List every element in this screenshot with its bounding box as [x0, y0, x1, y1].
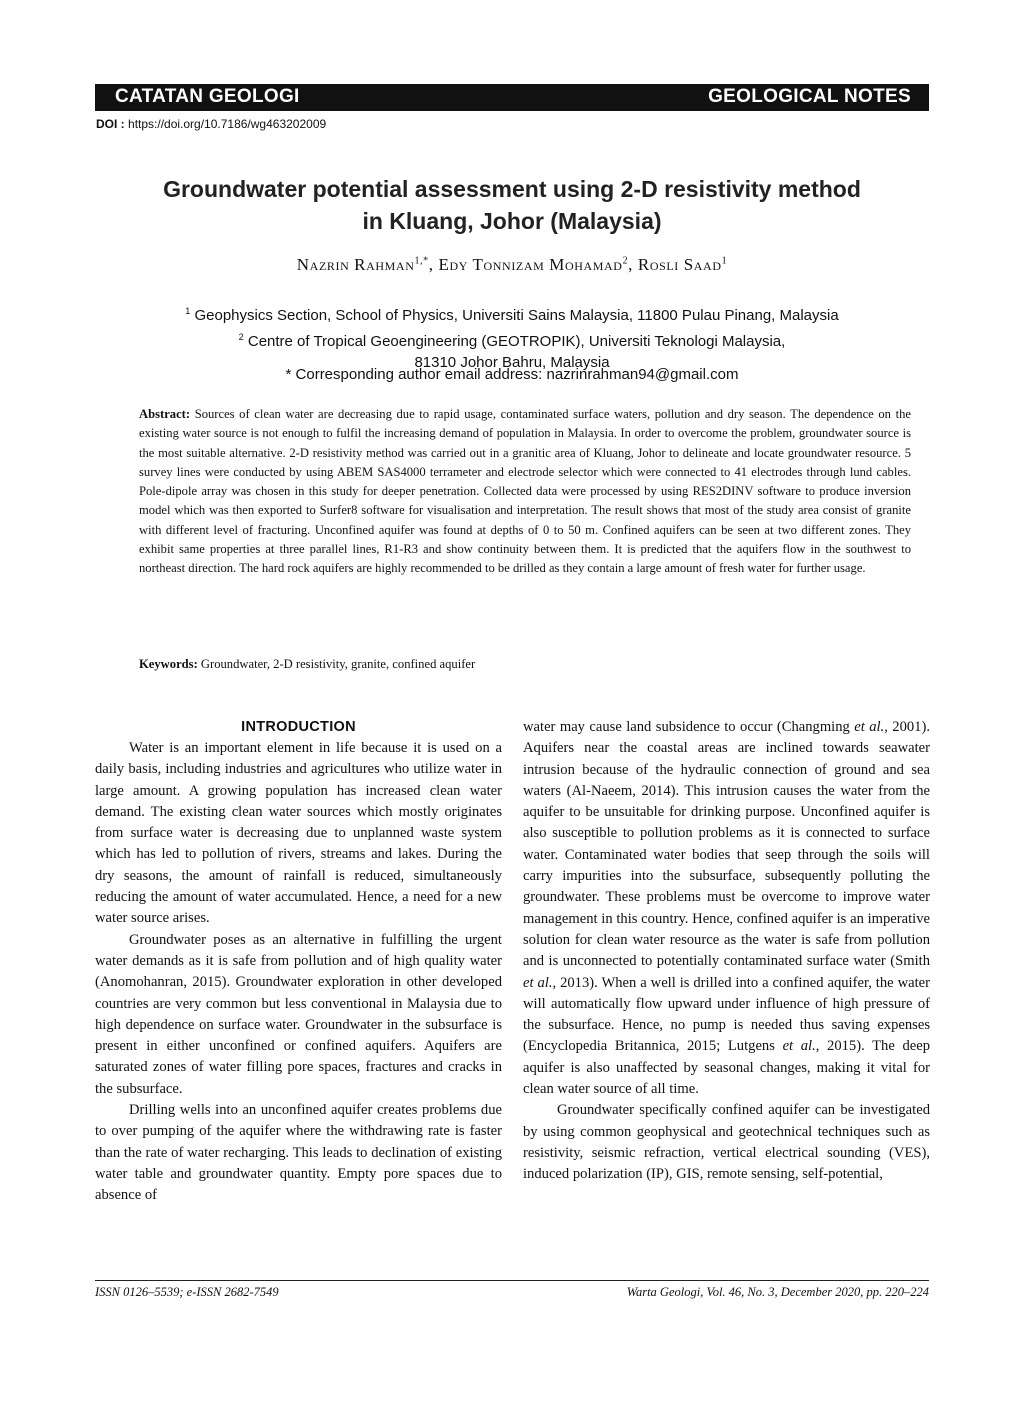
- body-column-right: [523, 717, 930, 1186]
- paragraph: Groundwater poses as an alternative in fulfilling the urgent water demands as it is safe from pollution and of high quality water (Anomohanran, 2015). Groundwater exploration in other developed countries are very common but less conventional in Malaysia due to high dependence on surface water. Groundwater in the subsurface is present in either unconfined or confined aquifers. Aquifers are saturated zones of water filling pore spaces, fractures and cracks in the subsurface.: [95, 931, 502, 1097]
- affiliation-text: Geophysics Section, School of Physics, Universiti Sains Malaysia, 11800 Pulau Pinang, Malaysia: [194, 307, 839, 324]
- author-list: [80, 255, 944, 275]
- author-affiliation-marker: 1,*: [414, 255, 429, 267]
- author-separator: ,: [428, 255, 439, 274]
- affiliation-marker: 1: [185, 306, 191, 316]
- author-separator: ,: [628, 255, 638, 274]
- keywords-label: Keywords:: [139, 657, 198, 671]
- author-name: Edy Tonnizam Mohamad: [438, 255, 623, 274]
- affiliation-text: Centre of Tropical Geoengineering (GEOTROPIK), Universiti Teknologi Malaysia,: [247, 332, 786, 350]
- doi-link[interactable]: https://doi.org/10.7186/wg463202009: [128, 117, 327, 131]
- doi-line: [96, 117, 326, 131]
- affiliations: [80, 301, 944, 374]
- affiliation-2: [80, 327, 944, 353]
- paragraph: [523, 717, 930, 1100]
- abstract-label: Abstract:: [139, 407, 191, 421]
- journal-banner: [95, 84, 929, 111]
- footer-divider: [95, 1280, 929, 1281]
- text-run: , 2001). Aquifers near the coastal areas are inclined towards seawater intrusion because of the hydraulic connection of ground and sea waters (Al-Naeem, 2014). This intrusion causes the water from the aquifer to be unsuitable for drinking purpose. Unconfined aquifer is also susceptible to pollution problems as it is connected to surface water. Contaminated water bodies that seep through the soils will carry impurities into the subsurface, subsequently polluting the groundwater. These problems must be overcome to improve water management in this country. Hence, confined aquifer is an imperative solution for clean water resource as the water is safe from pollution and is unconnected to potentially contaminated surface water (Smith: [523, 719, 930, 970]
- affiliation-1: [80, 301, 944, 327]
- paragraph: Drilling wells into an unconfined aquifer creates problems due to over pumping of the aquifer where the withdrawing rate is faster than the rate of water recharging. This leads to declination of existing water table and groundwater quantity. Empty pore spaces due to absence of: [95, 1102, 502, 1204]
- footer-citation: Warta Geologi, Vol. 46, No. 3, December 2020, pp. 220–224: [626, 1285, 929, 1299]
- corresponding-author-email: * Corresponding author email address: nazrinrahman94@gmail.com: [285, 366, 739, 383]
- section-heading-introduction: INTRODUCTION: [241, 719, 356, 735]
- text-run: water may cause land subsidence to occur (Changming: [523, 719, 855, 735]
- affiliation-2-line-2: 81310 Johor Bahru, Malaysia: [414, 354, 610, 371]
- author-affiliation-marker: 1: [721, 255, 728, 267]
- citation-et-al: et al.: [523, 974, 553, 991]
- paragraph: Water is an important element in life because it is used on a daily basis, including industries and agricultures who utilize water in large amount. A growing population has increased clean water demand. The existing clean water sources which mostly originates from surface water is decreasing due to unplanned waste system which has led to pollution of rivers, streams and lakes. During the dry seasons, the amount of rainfall is reduced, simultaneously reducing the amount of water accumulated. Hence, a need for a new water source arises.: [95, 740, 502, 927]
- abstract-text: Sources of clean water are decreasing due to rapid usage, contaminated surface waters, pollution and dry season. The dependence on the existing water source is not enough to fulfil the increasing demand of population in Malaysia. In order to overcome the problem, groundwater source is the most suitable alternative. 2-D resistivity method was carried out in a granitic area of Kluang, Johor to delineate and locate groundwater resource. 5 survey lines were conducted by using ABEM SAS4000 terrameter and electrode selector which were connected to 41 electrodes through lund cables. Pole-dipole array was chosen in this study for deeper penetration. Collected data were processed by using RES2DINV software to produce inversion model which was then exported to Surfer8 software for visualisation and interpretation. The result shows that most of the study area consist of granite with different level of fracturing. Unconfined aquifer was found at depths of 0 to 50 m. Confined aquifers can be seen at two different zones. They exhibit same properties at three parallel lines, R1-R3 and show continuity between them. It is predicted that the aquifers flow in the southwest to northeast direction. The hard rock aquifers are highly recommended to be drilled as they contain a large amount of fresh water for further usage.: [139, 407, 911, 576]
- keywords-text: Groundwater, 2-D resistivity, granite, confined aquifer: [200, 657, 476, 671]
- title-line-1: Groundwater potential assessment using 2-D resistivity method: [163, 176, 861, 202]
- affiliation-marker: 2: [238, 331, 244, 342]
- footer-issn: ISSN 0126–5539; e-ISSN 2682-7549: [95, 1285, 279, 1299]
- author-affiliation-marker: 2: [622, 255, 629, 267]
- abstract: [139, 405, 911, 579]
- citation-et-al: et al.: [782, 1038, 816, 1055]
- paragraph: Groundwater specifically confined aquifer can be investigated by using common geophysical and geotechnical techniques such as resistivity, seismic refraction, vertical electrical sounding (VES), induced polarization (IP), GIS, remote sensing, self-potential,: [523, 1102, 930, 1183]
- body-column-left: [95, 717, 502, 1207]
- paper-title: [80, 173, 944, 237]
- citation-et-al: et al.: [854, 719, 885, 735]
- author-name: Rosli Saad: [637, 255, 722, 274]
- title-line-2: in Kluang, Johor (Malaysia): [362, 208, 662, 234]
- keywords: [139, 657, 911, 672]
- banner-right-label: GEOLOGICAL NOTES: [708, 86, 911, 107]
- author-name: Nazrin Rahman: [296, 255, 415, 274]
- banner-left-label: CATATAN GEOLOGI: [115, 86, 300, 107]
- text-run: , 2013). When a well is drilled into a confined aquifer, the water will automatically flow upward under influence of high pressure of the subsurface. Hence, no pump is needed thus saving expenses (Encyclopedia Britannica, 2015; Lutgens: [523, 974, 930, 1055]
- doi-label: DOI :: [96, 117, 125, 131]
- text-run: , 2015). The deep aquifer is also unaffected by seasonal changes, making it vital for clean water source of all time.: [523, 1038, 931, 1098]
